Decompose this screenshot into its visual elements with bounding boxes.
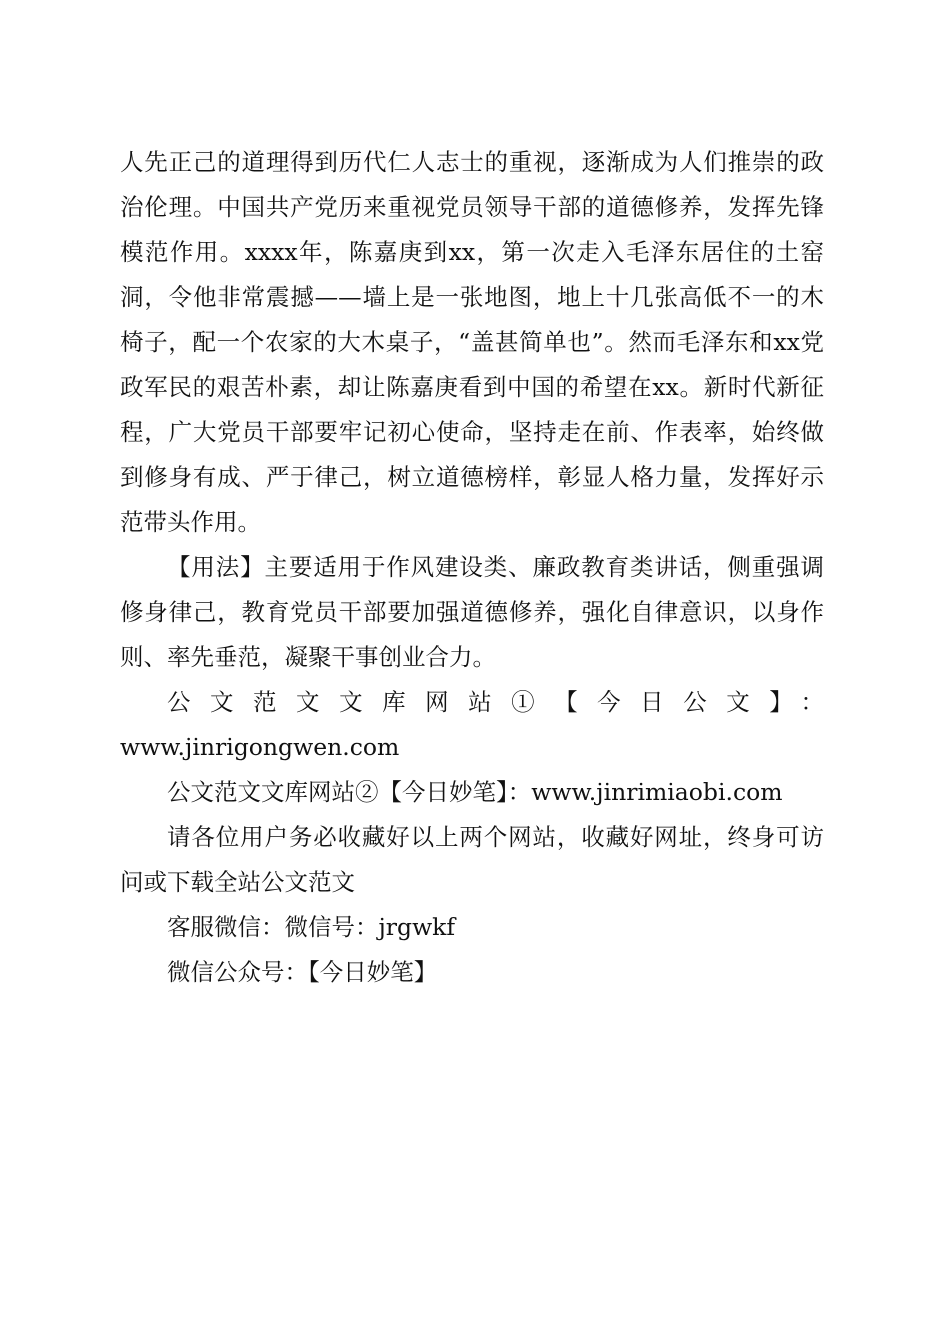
wechat-account-line: 微信公众号：【今日妙笔】 <box>167 958 438 986</box>
reminder-paragraph: 请各位用户务必收藏好以上两个网站，收藏好网址，终身可访问或下载全站公文范文 <box>120 823 824 896</box>
site1-label: 公文范文文库网站①【今日公文】： <box>167 688 824 716</box>
usage-paragraph: 【用法】主要适用于作风建设类、廉政教育类讲话，侧重强调修身律己，教育党员干部要加强道德修养，强化自律意识，以身作则、率先垂范，凝聚干事创业合力。 <box>120 553 824 671</box>
document-page <box>120 140 824 995</box>
body-paragraph: 人先正己的道理得到历代仁人志士的重视，逐渐成为人们推崇的政治伦理。中国共产党历来重视党员领导干部的道德修养，发挥先锋模范作用。xxxx年，陈嘉庚到xx，第一次走入毛泽东居住的土窑洞，令他非常震撼——墙上是一张地图，地上十几张高低不一的木椅子，配一个农家的大木桌子，“盖甚简单也”。然而毛泽东和xx党政军民的艰苦朴素，却让陈嘉庚看到中国的希望在xx。新时代新征程，广大党员干部要牢记初心使命，坚持走在前、作表率，始终做到修身有成、严于律己，树立道德榜样，彰显人格力量，发挥好示范带头作用。 <box>120 148 824 536</box>
wechat-service-line: 客服微信：微信号：jrgwkf <box>167 913 456 941</box>
site2-line: 公文范文文库网站②【今日妙笔】：www.jinrimiaobi.com <box>167 778 783 806</box>
site1-url: www.jinrigongwen.com <box>120 733 400 761</box>
